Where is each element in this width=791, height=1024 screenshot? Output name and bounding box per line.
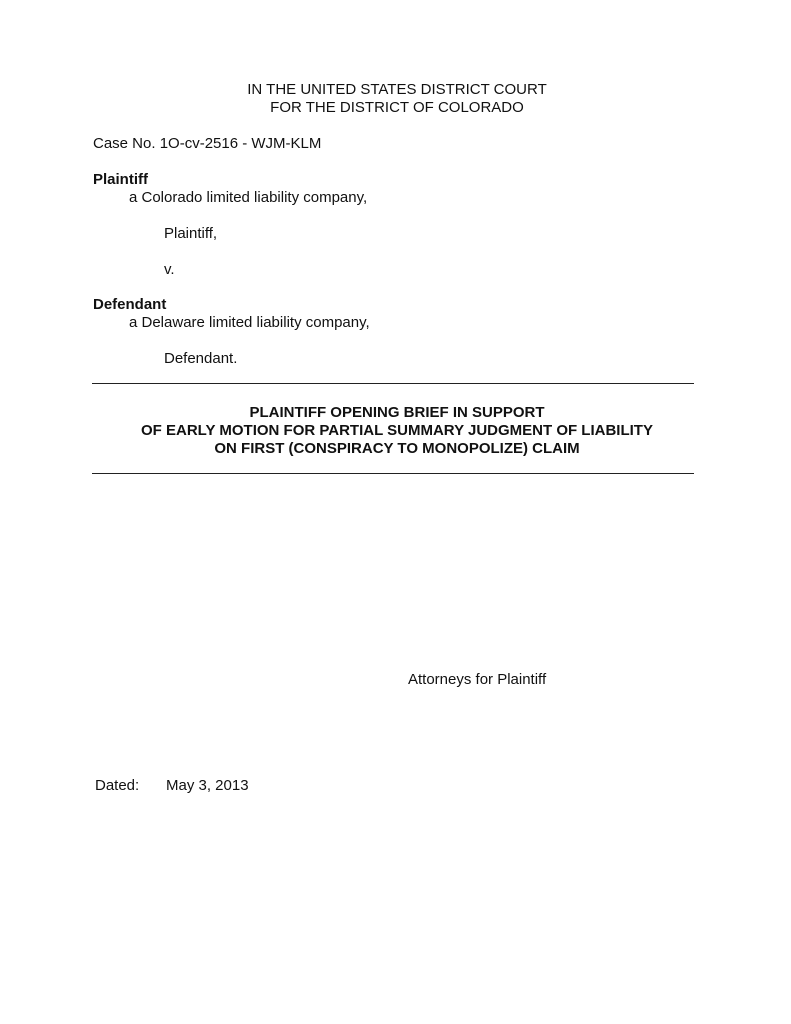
case-number: Case No. 1O-cv-2516 - WJM-KLM [93, 135, 322, 152]
top-divider [92, 383, 694, 384]
plaintiff-description: a Colorado limited liability company, [129, 189, 368, 206]
attorneys-signature: Attorneys for Plaintiff [408, 671, 547, 688]
defendant-heading: Defendant [93, 296, 167, 313]
plaintiff-role: Plaintiff, [164, 225, 218, 242]
versus: v. [164, 261, 175, 278]
defendant-role: Defendant. [164, 350, 238, 367]
dated-value: May 3, 2013 [166, 777, 249, 794]
brief-title-line-1: PLAINTIFF OPENING BRIEF IN SUPPORT [249, 404, 545, 421]
brief-title-line-2: OF EARLY MOTION FOR PARTIAL SUMMARY JUDGMENT OF LIABILITY [141, 422, 653, 439]
plaintiff-heading: Plaintiff [93, 171, 148, 188]
brief-title-line-3: ON FIRST (CONSPIRACY TO MONOPOLIZE) CLAIM [214, 440, 580, 457]
court-name-line-2: FOR THE DISTRICT OF COLORADO [270, 99, 524, 116]
court-name-line-1: IN THE UNITED STATES DISTRICT COURT [247, 81, 547, 98]
defendant-description: a Delaware limited liability company, [129, 314, 370, 331]
dated-label: Dated: [95, 777, 140, 794]
bottom-divider [92, 473, 694, 474]
